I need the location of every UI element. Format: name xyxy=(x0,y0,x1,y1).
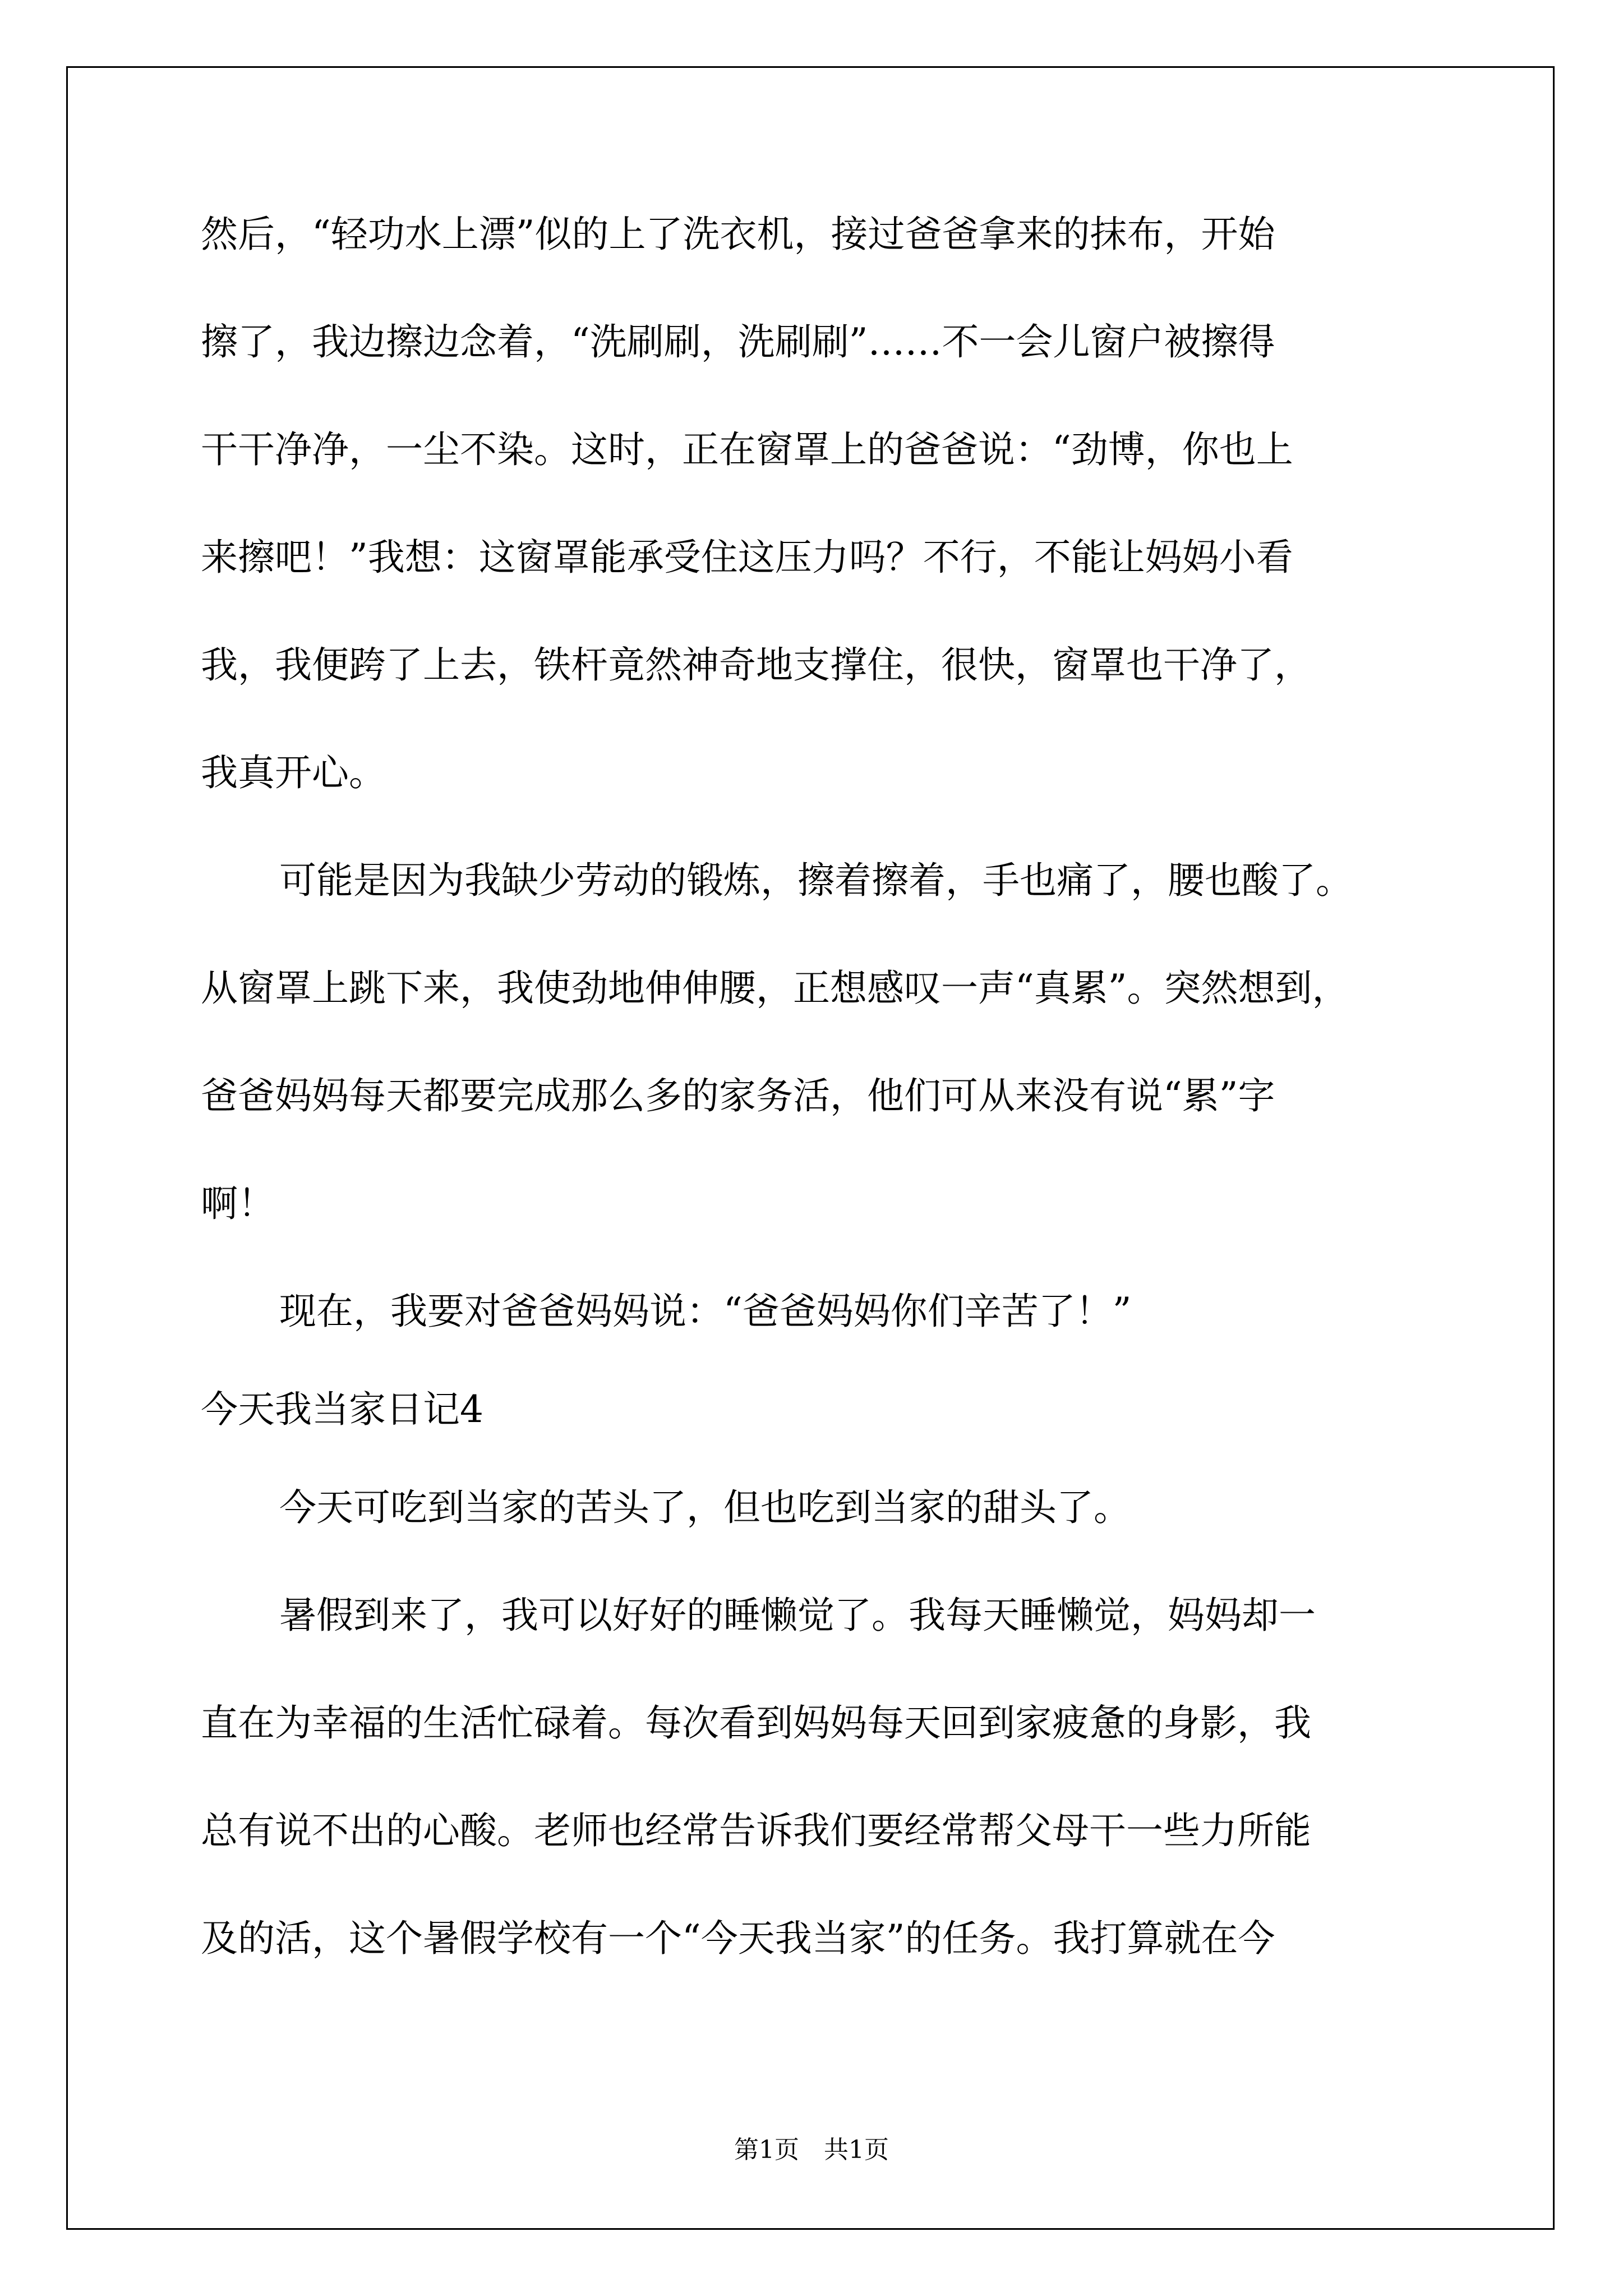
text-line: 我真开心。 xyxy=(201,751,386,794)
text-line: 我，我便跨了上去，铁杆竟然神奇地支撑住，很快，窗罩也干净了， xyxy=(201,643,1311,687)
text-line: 干干净净，一尘不染。这时，正在窗罩上的爸爸说：“劲博，你也上 xyxy=(201,428,1293,471)
text-line: 及的活，这个暑假学校有一个“今天我当家”的任务。我打算就在今 xyxy=(201,1917,1275,1960)
paragraph-first-line: 可能是因为我缺少劳动的锻炼，擦着擦着，手也痛了，腰也酸了。 xyxy=(279,859,1353,902)
text-line: 直在为幸福的生活忙碌着。每次看到妈妈每天回到家疲惫的身影，我 xyxy=(201,1701,1311,1745)
paragraph-first-line: 现在，我要对爸爸妈妈说：“爸爸妈妈你们辛苦了！” xyxy=(279,1290,1132,1333)
page-number-footer: 第1页 共1页 xyxy=(734,2136,889,2164)
section-heading: 今天我当家日记4 xyxy=(201,1388,483,1431)
text-line: 总有说不出的心酸。老师也经常告诉我们要经常帮父母干一些力所能 xyxy=(201,1809,1311,1852)
paragraph-first-line: 暑假到来了，我可以好好的睡懒觉了。我每天睡懒觉，妈妈却一 xyxy=(279,1594,1316,1637)
text-line: 擦了，我边擦边念着，“洗刷刷，洗刷刷”……不一会儿窗户被擦得 xyxy=(201,320,1275,364)
text-line: 啊！ xyxy=(201,1182,275,1225)
paragraph-first-line: 今天可吃到当家的苦头了，但也吃到当家的甜头了。 xyxy=(279,1486,1131,1529)
text-line: 从窗罩上跳下来，我使劲地伸伸腰，正想感叹一声“真累”。突然想到， xyxy=(201,967,1349,1010)
page-border xyxy=(66,66,1555,2230)
text-line: 来擦吧！”我想：这窗罩能承受住这压力吗？不行，不能让妈妈小看 xyxy=(201,536,1293,579)
text-line: 爸爸妈妈每天都要完成那么多的家务活，他们可从来没有说“累”字 xyxy=(201,1074,1275,1117)
text-line: 然后，“轻功水上漂”似的上了洗衣机，接过爸爸拿来的抹布，开始 xyxy=(201,213,1275,256)
